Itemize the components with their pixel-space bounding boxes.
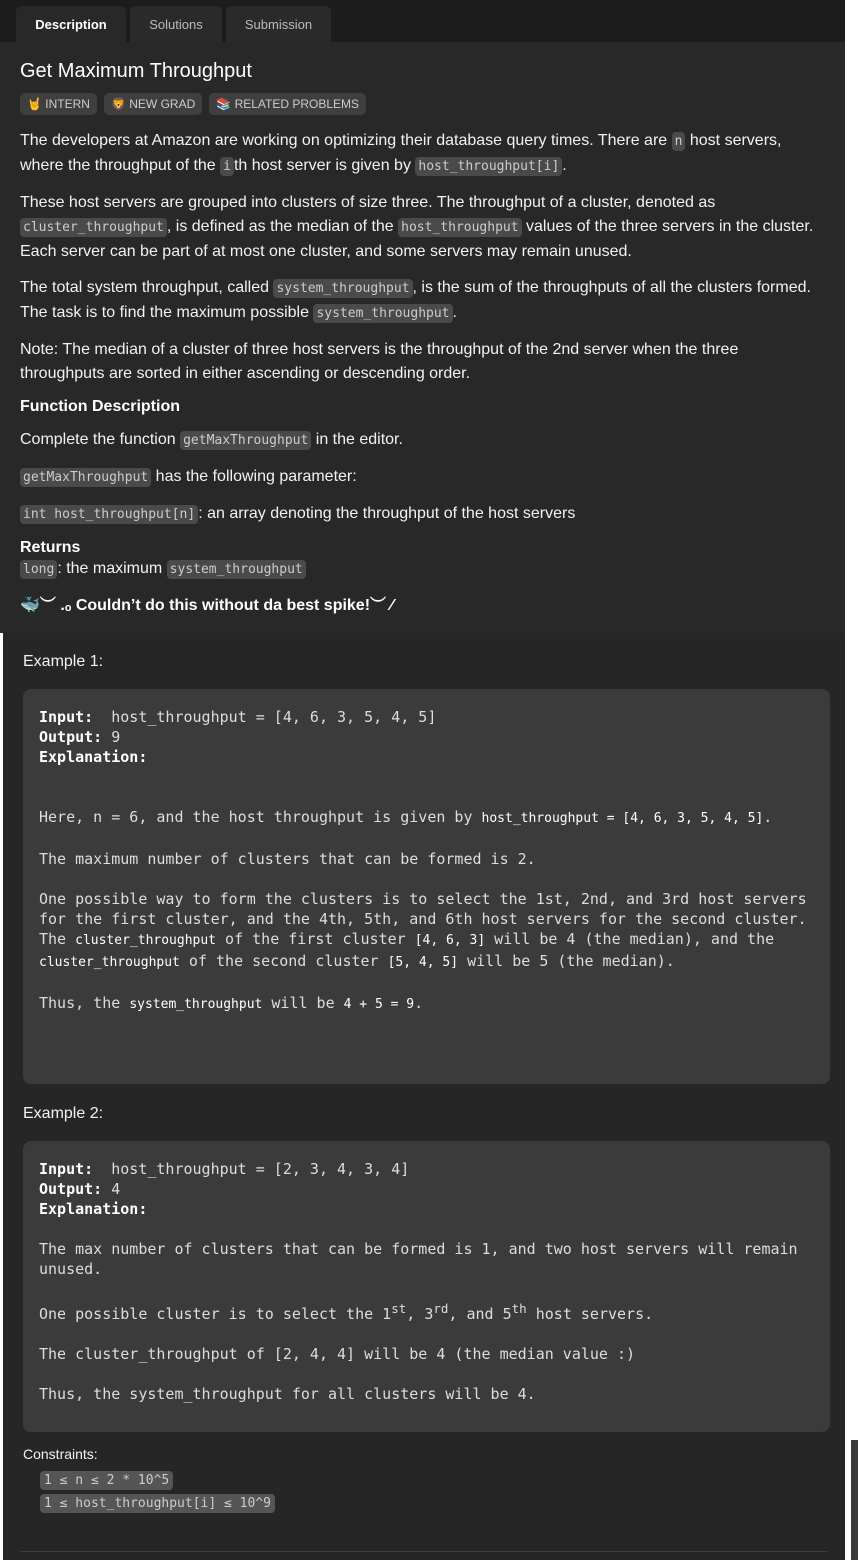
problem-title: Get Maximum Throughput	[20, 60, 252, 82]
tab-description[interactable]: Description	[16, 6, 126, 42]
badge-label: RELATED PROBLEMS	[234, 97, 360, 111]
example-2-box: Input: host_throughput = [2, 3, 4, 3, 4] Output: 4 Explanation: The max number of clusters that can be formed is 1, and two host servers will remain unused. One possible cluster is to select the 1st, 3rd, and 5th host servers. The cluster_throughput of [2, 4, 4] will be 4 (the median value :) Thus, the system_throughput for all clusters will be 4.	[23, 1141, 830, 1432]
badge-intern[interactable]	[20, 93, 97, 115]
constraints-list	[40, 1471, 275, 1517]
fd-line-2: getMaxThroughput has the following parameter:	[20, 465, 825, 490]
scrollbar[interactable]	[851, 1440, 858, 1560]
books-icon: 📚	[216, 97, 232, 111]
fd-line-1: Complete the function getMaxThroughput in the editor.	[20, 431, 403, 448]
returns-line: long : the maximum system_throughput	[20, 557, 825, 582]
constraint-item: 1 ≤ n ≤ 2 * 10^5	[40, 1471, 173, 1490]
lion-icon: 🦁	[110, 97, 126, 111]
constraint-item: 1 ≤ host_throughput[i] ≤ 10^9	[40, 1494, 275, 1513]
description-panel	[0, 0, 845, 633]
paragraph-note: Note: The median of a cluster of three host servers is the throughput of the 2nd server when the three throughputs are sorted in either ascending or descending order.	[20, 341, 739, 382]
spike-credit: 🐳︶ .ₒ Couldn’t do this without da best spike!︶ ⁄	[20, 597, 394, 614]
constraints-label: Constraints:	[23, 1446, 98, 1462]
badge-new-grad[interactable]	[104, 93, 202, 115]
example-1-label: Example 1:	[23, 653, 104, 670]
example-1-box: Input: host_throughput = [4, 6, 3, 5, 4, 5] Output: 9 Explanation: Here, n = 6, and the host throughput is given by host_throughput = [4, 6, 3, 5, 4, 5]. The maximum number of clusters that can be formed is 2. One possible way to form the clusters is to select the 1st, 2nd, and 3rd host servers for the first cluster, and the 4th, 5th, and 6th host servers for the second cluster. The cluster_throughput of the first cluster [4, 6, 3] will be 4 (the median), and the cluster_throughput of the second cluster [5, 4, 5] will be 5 (the median). Thus, the system_throughput will be 4 + 5 = 9.	[23, 689, 830, 1084]
examples-panel	[3, 633, 845, 1560]
badge-label: NEW GRAD	[129, 97, 196, 111]
tab-solutions[interactable]: Solutions	[130, 6, 222, 42]
paragraph-system: The total system throughput, called system_throughput , is the sum of the throughputs of all the clusters formed. The task is to find the maximum possible system_throughput .	[20, 279, 811, 321]
tab-submission[interactable]: Submission	[226, 6, 331, 42]
badge-label: INTERN	[45, 97, 90, 111]
badge-related-problems[interactable]	[209, 93, 366, 115]
paragraph-clusters: These host servers are grouped into clusters of size three. The throughput of a cluster, denoted as cluster_throughput , is defined as the median of the host_throughput values of the three servers in the cluster. Each server can be part of at most one cluster, and some servers may remain unused.	[20, 194, 814, 260]
rock-hand-icon: 🤘	[27, 97, 42, 111]
function-description-heading: Function Description	[20, 398, 180, 415]
tab-bar	[0, 0, 845, 42]
divider	[20, 1551, 827, 1552]
example-2-label: Example 2:	[23, 1105, 104, 1122]
returns-heading: Returns	[20, 539, 81, 556]
fd-line-3: int host_throughput[n] : an array denoting the throughput of the host servers	[20, 502, 825, 527]
paragraph-intro: The developers at Amazon are working on optimizing their database query times. There are n host servers, where the throughput of the i th host server is given by host_throughput[i] .	[20, 132, 782, 174]
